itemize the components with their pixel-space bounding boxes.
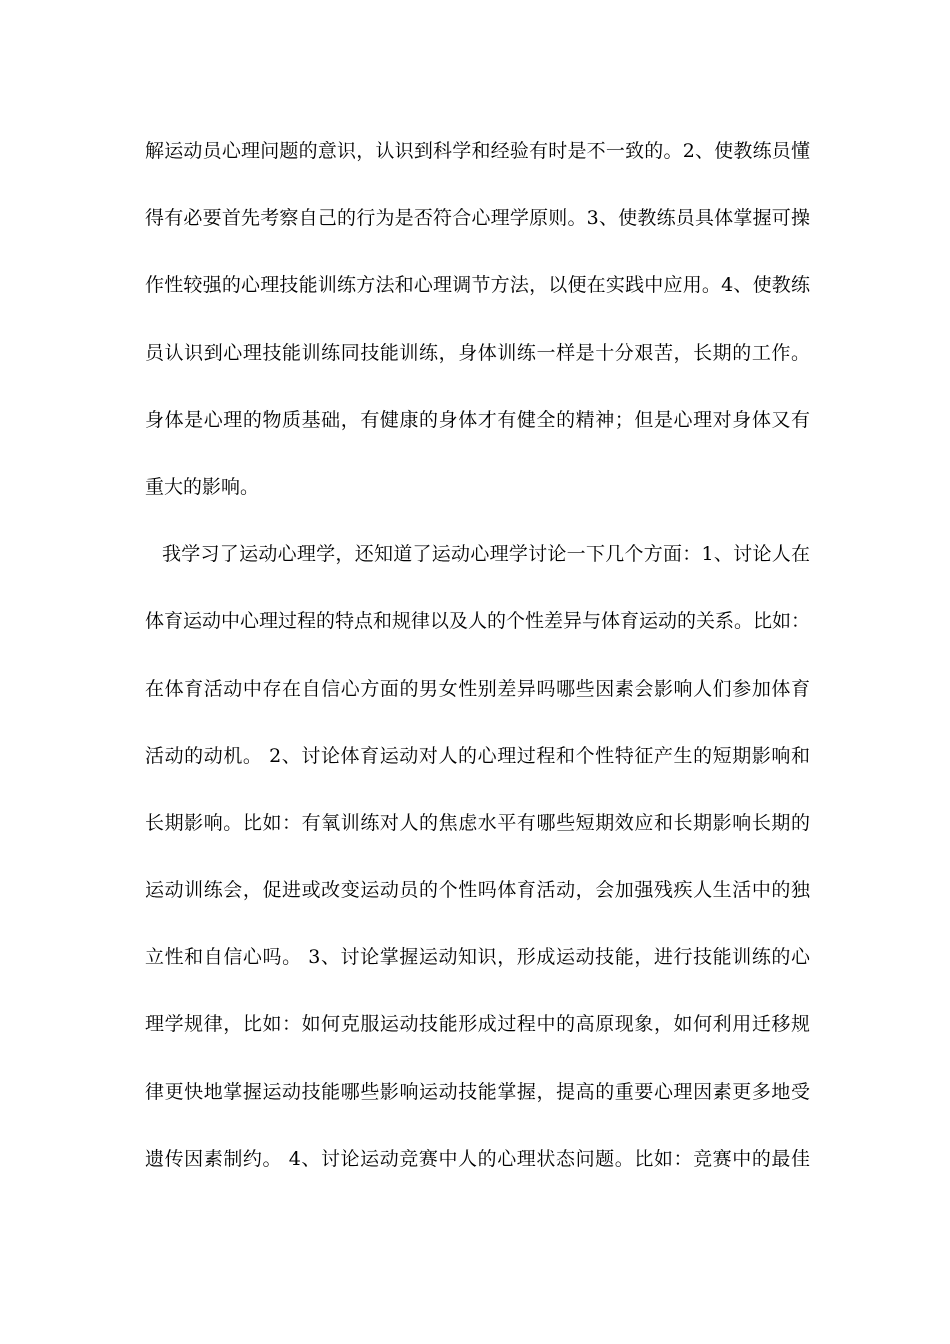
text-line: 运动训练会，促进或改变运动员的个性吗体育活动，会加强残疾人生活中的独 [145, 879, 810, 902]
text-line: 律更快地掌握运动技能哪些影响运动技能掌握，提高的重要心理因素更多地受 [145, 1080, 810, 1103]
text-line: 作性较强的心理技能训练方法和心理调节方法，以便在实践中应用。4、使教练 [145, 274, 810, 297]
text-line: 得有必要首先考察自己的行为是否符合心理学原则。3、使教练员具体掌握可操 [145, 207, 810, 230]
text-line: 重大的影响。 [145, 475, 260, 498]
text-line: 立性和自信心吗。 3、讨论掌握运动知识，形成运动技能，进行技能训练的心 [145, 946, 810, 969]
text-line: 活动的动机。 2、讨论体育运动对人的心理过程和个性特征产生的短期影响和 [145, 744, 810, 767]
text-line: 我学习了运动心理学，还知道了运动心理学讨论一下几个方面：1、讨论人在 [162, 543, 810, 566]
body-text [145, 128, 810, 1203]
text-line: 长期影响。比如：有氧训练对人的焦虑水平有哪些短期效应和长期影响长期的 [145, 811, 810, 834]
text-line: 体育运动中心理过程的特点和规律以及人的个性差异与体育运动的关系。比如： [145, 610, 811, 633]
text-line: 在体育活动中存在自信心方面的男女性别差异吗哪些因素会影响人们参加体育 [145, 677, 810, 700]
text-line: 理学规律，比如：如何克服运动技能形成过程中的高原现象，如何利用迁移规 [145, 1013, 810, 1036]
text-line: 遗传因素制约。 4、讨论运动竞赛中人的心理状态问题。比如：竞赛中的最佳 [145, 1147, 810, 1170]
text-line: 员认识到心理技能训练同技能训练，身体训练一样是十分艰苦，长期的工作。 [145, 341, 810, 364]
text-line: 解运动员心理问题的意识，认识到科学和经验有时是不一致的。2、使教练员懂 [145, 140, 810, 162]
text-line: 身体是心理的物质基础，有健康的身体才有健全的精神；但是心理对身体又有 [145, 408, 810, 431]
